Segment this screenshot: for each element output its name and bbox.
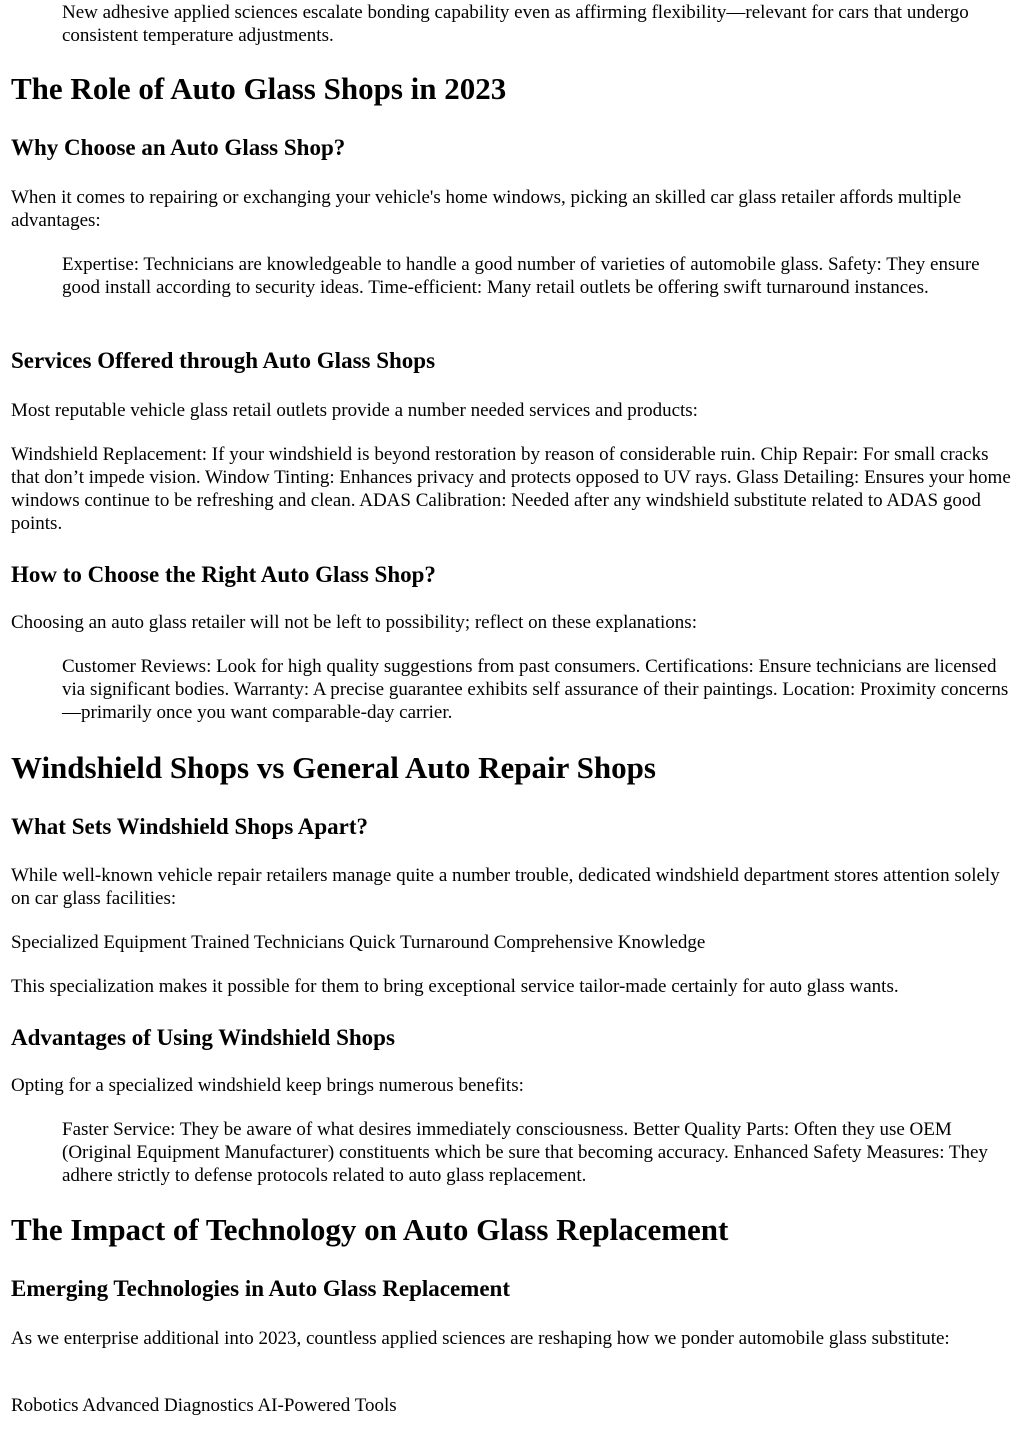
heading-impact-of-technology: The Impact of Technology on Auto Glass Replacement <box>11 1212 729 1247</box>
heading-how-to-choose: How to Choose the Right Auto Glass Shop? <box>11 562 436 587</box>
heading-windshield-vs-general: Windshield Shops vs General Auto Repair Shops <box>11 750 656 785</box>
paragraph-services-offered: Most reputable vehicle glass retail outlets provide a number needed services and products: <box>11 400 698 421</box>
heading-role-of-auto-glass-shops: The Role of Auto Glass Shops in 2023 <box>11 71 507 106</box>
blockquote-advantages: Faster Service: They be aware of what desires immediately consciousness. Better Quality Parts: Often they use OEM (Original Equipment Manufacturer) constituents which be sure that becoming accuracy. Enhanced Safety Measures: They adhere strictly to defense protocols related to auto glass replacement. <box>62 1119 988 1186</box>
paragraph-how-to-choose: Choosing an auto glass retailer will not be left to possibility; reflect on these explanations: <box>11 612 697 633</box>
blockquote-how-to-choose: Customer Reviews: Look for high quality suggestions from past consumers. Certifications: Ensure technicians are licensed via significant bodies. Warranty: A precise guarantee exhibits self assurance of their paintings. Location: Proximity concerns—primarily once you want comparable-day carrier. <box>62 656 1009 723</box>
heading-emerging-technologies: Emerging Technologies in Auto Glass Replacement <box>11 1276 510 1301</box>
paragraph-advantages: Opting for a specialized windshield keep brings numerous benefits: <box>11 1075 524 1096</box>
heading-what-sets-apart: What Sets Windshield Shops Apart? <box>11 814 369 839</box>
list-emerging-technologies: Robotics Advanced Diagnostics AI-Powered Tools <box>11 1395 397 1416</box>
intro-blockquote: New adhesive applied sciences escalate bonding capability even as affirming flexibility—relevant for cars that undergo consistent temperature adjustments. <box>62 2 969 46</box>
paragraph-specialization: This specialization makes it possible for them to bring exceptional service tailor-made certainly for auto glass wants. <box>11 976 899 997</box>
paragraph-emerging-technologies: As we enterprise additional into 2023, countless applied sciences are reshaping how we ponder automobile glass substitute: <box>11 1328 950 1349</box>
paragraph-what-sets-apart: While well-known vehicle repair retailers manage quite a number trouble, dedicated windshield department stores attention solely on car glass facilities: <box>11 865 1000 909</box>
list-services-offered: Windshield Replacement: If your windshield is beyond restoration by reason of considerable ruin. Chip Repair: For small cracks that don’t impede vision. Window Tinting: Enhances privacy and protects opposed to UV rays. Glass Detailing: Ensures your home windows continue to be refreshing and clean. ADAS Calibration: Needed after any windshield substitute related to ADAS good points. <box>11 444 1011 534</box>
heading-services-offered: Services Offered through Auto Glass Shops <box>11 348 436 373</box>
paragraph-why-choose: When it comes to repairing or exchanging your vehicle's home windows, picking an skilled car glass retailer affords multiple advantages: <box>11 187 962 231</box>
heading-advantages: Advantages of Using Windshield Shops <box>11 1025 395 1050</box>
heading-why-choose: Why Choose an Auto Glass Shop? <box>11 135 346 160</box>
list-what-sets-apart: Specialized Equipment Trained Technicians Quick Turnaround Comprehensive Knowledge <box>11 932 706 953</box>
blockquote-why-choose: Expertise: Technicians are knowledgeable to handle a good number of varieties of automobile glass. Safety: They ensure good install according to security ideas. Time-efficient: Many retail outlets be offering swift turnaround instances. <box>62 254 980 298</box>
